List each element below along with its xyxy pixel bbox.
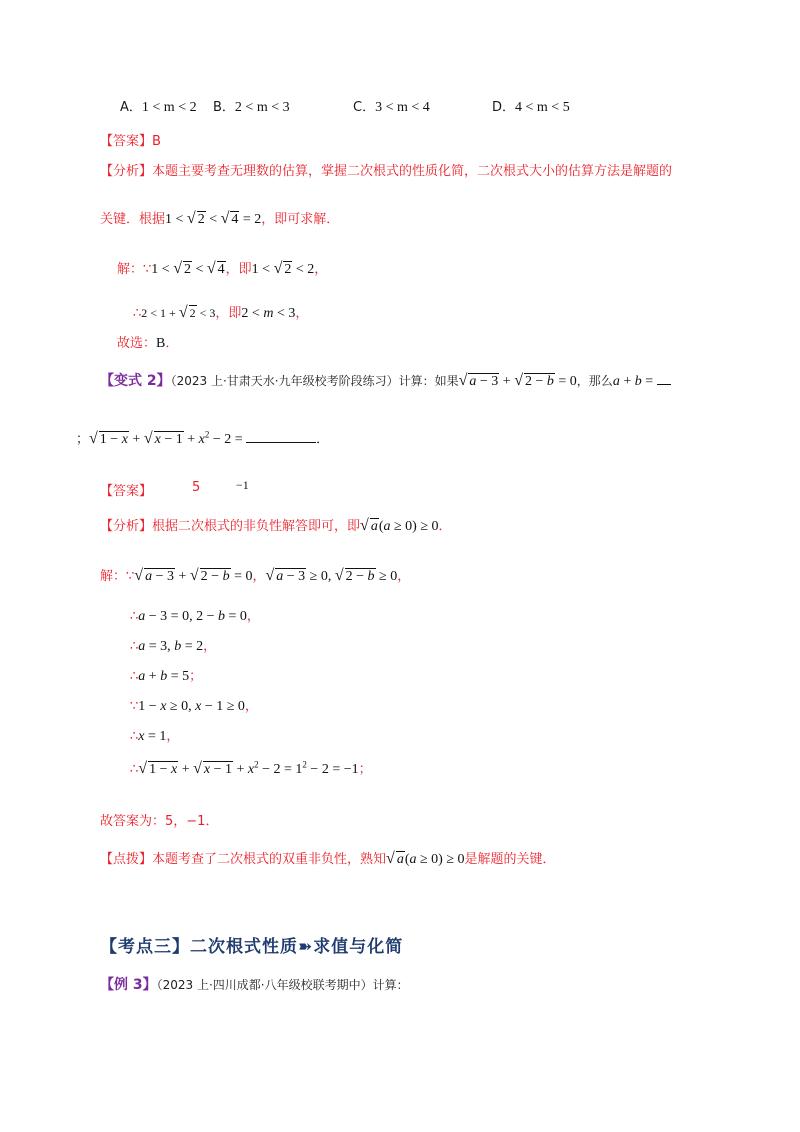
option-c	[353, 96, 430, 116]
blank-2	[246, 442, 316, 443]
sol-mid-1: ，即	[225, 262, 252, 277]
tip	[100, 848, 556, 868]
final-answer	[100, 810, 218, 829]
sol2-formula-5: a + b = 5	[138, 669, 190, 684]
solution-2-line-5: ∵1 − x ≥ 0, x − 1 ≥ 0，	[130, 699, 258, 714]
variant-label: 【变式 2】	[100, 373, 171, 389]
option-b-letter: B．	[213, 100, 235, 115]
analysis-1-line-1	[100, 160, 672, 179]
therefore-icon: ∴	[130, 762, 139, 777]
variant-2-line-1	[100, 370, 671, 390]
analysis-text-2b: ，即可求解．	[261, 212, 340, 227]
select-line	[117, 332, 178, 352]
sol-formula-4: 2 < m < 3	[241, 306, 296, 321]
sol-formula-1: 1 < √ 2 < √ 4	[151, 260, 225, 277]
option-d-letter: D．	[492, 100, 516, 115]
option-a-letter: A．	[120, 100, 142, 115]
sol2-formula-3: a − 3 = 0, 2 − b = 0	[138, 609, 247, 624]
option-a-expr: 1 < m < 2	[141, 100, 197, 115]
select-value: B	[156, 336, 166, 351]
analysis-2: 【分析】根据二次根式的非负性解答即可，即√ a(a ≥ 0) ≥ 0．	[100, 517, 452, 534]
option-a	[120, 96, 197, 116]
answer-label: 【答案】	[100, 134, 153, 149]
select-period: ．	[165, 336, 179, 351]
therefore-icon: ∴	[130, 669, 139, 684]
solution-2-label: 解：∵	[100, 569, 135, 584]
estimate-formula: 1 < √ 2 < √ 4 = 2	[165, 210, 262, 227]
variant-ask-1: a + b =	[612, 374, 657, 389]
answer-2	[100, 480, 152, 499]
sol-formula-2: 1 < √ 2 < 2	[251, 260, 315, 277]
example-3	[100, 974, 409, 994]
final-label: 故答案为：	[100, 814, 166, 829]
analysis-text-2a: 关键．根据	[100, 212, 166, 227]
blank-1	[657, 384, 671, 385]
because-icon: ∵	[130, 699, 139, 714]
solution-2-line-7: ∴√ 1 − x + √ $x - 1 + x^2 - 2 = 1^2 - 2 = -1$；	[130, 759, 372, 777]
sol2-formula-6: 1 − x ≥ 0, x − 1 ≥ 0	[138, 699, 245, 714]
analysis-text: 本题主要考查无理数的估算，掌握二次根式的性质化简，二次根式大小的估算方法是解题的	[152, 164, 673, 179]
solution-1-line-1: 解：∵1 < √ 2 < √ 4，即1 < √ 2 < 2，	[117, 260, 328, 277]
sol2-formula-7: x = 1	[138, 729, 167, 744]
option-b	[213, 96, 290, 116]
sol2-formula-2: √ a − 3 ≥ 0, √ 2 − b ≥ 0	[265, 567, 398, 584]
variant-semicolon: ；	[76, 432, 90, 447]
sol2-formula-4: a = 3, b = 2	[138, 639, 204, 654]
tip-label: 【点拨】	[100, 852, 153, 867]
solution-2-line-2: ∴a − 3 = 0, 2 − b = 0，	[130, 609, 260, 624]
analysis-label: 【分析】	[100, 164, 153, 179]
option-d-expr: 4 < m < 5	[515, 100, 570, 115]
answer-2-value-1: 5	[192, 480, 201, 495]
option-b-expr: 2 < m < 3	[234, 100, 290, 115]
analysis-1-line-2	[100, 208, 339, 228]
solution-2-line-6: ∴x = 1，	[130, 729, 180, 744]
solution-2-line-1: 解：∵√ a − 3 + √ 2 − b = 0，√ a − 3 ≥ 0, √ 2 − b ≥ 0，	[100, 567, 411, 584]
example-3-label: 【例 3】	[100, 977, 157, 993]
variant-then: ，那么	[576, 374, 613, 388]
select-text: 故选：	[117, 336, 157, 351]
variant-ask-2: √ 1 − x + √ $x - 1 + x^2 - 2$ =	[89, 429, 247, 447]
analysis-2-text: 根据二次根式的非负性解答即可，即	[152, 519, 361, 534]
sol2-formula-1: √ a − 3 + √ 2 − b = 0	[134, 567, 253, 584]
variant-2-line-2: ；√ 1 − x + √ $x - 1 + x^2 - 2$ = ．	[76, 429, 330, 447]
sol2-formula-8: √ 1 − x + √ $x - 1 + x^2 - 2 = 1^2 - 2 = -1$	[138, 759, 359, 777]
analysis-2-label: 【分析】	[100, 519, 153, 534]
solution-1-line-2: ∴2 < 1 + √ 2 < 3，即2 < m < 3，	[133, 304, 309, 321]
therefore-icon: ∴	[130, 609, 139, 624]
therefore-icon: ∴	[130, 729, 139, 744]
answer-2-label: 【答案】	[100, 484, 153, 499]
tip-text-2: 是解题的关键．	[464, 852, 556, 867]
final-value: 5，−1．	[165, 814, 219, 829]
tip-formula: √ a(a ≥ 0) ≥ 0	[386, 850, 465, 867]
nonneg-formula: √ a(a ≥ 0) ≥ 0	[360, 517, 439, 534]
answer-2-value-2: −1	[236, 478, 249, 492]
therefore-icon: ∴	[133, 306, 142, 321]
solution-2-line-4: ∴a + b = 5；	[130, 669, 203, 684]
option-c-expr: 3 < m < 4	[375, 100, 430, 115]
answer-1	[100, 130, 161, 149]
answer-value: B	[152, 134, 161, 149]
variant-condition: √ a − 3 + √ 2 − b = 0	[458, 372, 577, 389]
sol-mid-2: ，即	[215, 306, 242, 321]
therefore-icon: ∴	[130, 639, 139, 654]
solution-2-line-3: ∴a = 3, b = 2，	[130, 639, 217, 654]
solution-label: 解：∵	[117, 262, 152, 277]
option-c-letter: C．	[353, 100, 376, 115]
tip-text-1: 本题考查了二次根式的双重非负性，熟知	[152, 852, 387, 867]
sol-formula-3: 2 < 1 + √ 2 < 3	[141, 304, 216, 321]
section-heading: 【考点三】二次根式性质➽求值与化简	[100, 937, 404, 957]
example-3-source: （2023 上·四川成都·八年级校联考期中）计算：	[156, 978, 409, 992]
option-d	[492, 96, 570, 116]
variant-source: （2023 上·甘肃天水·九年级校考阶段练习）计算：如果	[170, 374, 459, 388]
